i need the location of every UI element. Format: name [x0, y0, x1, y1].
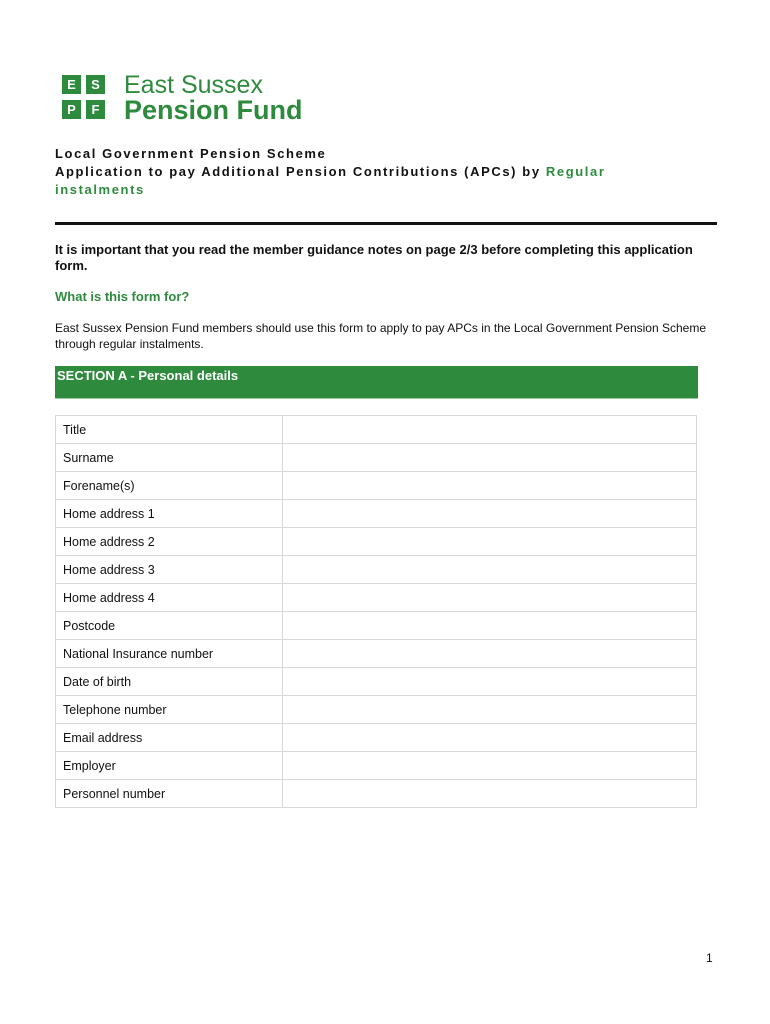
- field-input[interactable]: [282, 584, 696, 612]
- field-label: Home address 2: [56, 528, 283, 556]
- field-label: Home address 4: [56, 584, 283, 612]
- field-label: Personnel number: [56, 780, 283, 808]
- field-label: Title: [56, 416, 283, 444]
- field-input[interactable]: [282, 752, 696, 780]
- field-input[interactable]: [282, 724, 696, 752]
- field-input[interactable]: [282, 528, 696, 556]
- logo-text-east-sussex: East Sussex: [124, 71, 263, 99]
- table-row: [56, 528, 697, 556]
- table-row: [56, 556, 697, 584]
- form-purpose-heading: What is this form for?: [55, 289, 190, 304]
- field-label: Date of birth: [56, 668, 283, 696]
- espf-logo: [62, 71, 362, 125]
- field-input[interactable]: [282, 780, 696, 808]
- field-label: Home address 1: [56, 500, 283, 528]
- logo-letter-box: F: [86, 100, 105, 119]
- field-label: Forename(s): [56, 472, 283, 500]
- field-label: Email address: [56, 724, 283, 752]
- field-input[interactable]: [282, 472, 696, 500]
- field-input[interactable]: [282, 444, 696, 472]
- logo-letter-box: S: [86, 75, 105, 94]
- field-label: Surname: [56, 444, 283, 472]
- heading-divider: [55, 222, 717, 225]
- field-input[interactable]: [282, 416, 696, 444]
- logo-letter-box: E: [62, 75, 81, 94]
- field-label: Telephone number: [56, 696, 283, 724]
- heading-line-application: [55, 163, 695, 199]
- heading-application-text: Application to pay Additional Pension Contributions (APCs) by: [55, 164, 546, 179]
- section-a-header: [55, 366, 698, 399]
- field-input[interactable]: [282, 500, 696, 528]
- logo-text-pension-fund: Pension Fund: [124, 95, 303, 125]
- field-label: National Insurance number: [56, 640, 283, 668]
- field-label: Postcode: [56, 612, 283, 640]
- table-row: [56, 780, 697, 808]
- important-note: It is important that you read the member guidance notes on page 2/3 before completing this application form.: [55, 242, 693, 273]
- table-row: [56, 640, 697, 668]
- field-input[interactable]: [282, 668, 696, 696]
- field-label: Home address 3: [56, 556, 283, 584]
- section-a-title: SECTION A - Personal details: [57, 368, 239, 383]
- intro-paragraph: East Sussex Pension Fund members should use this form to apply to pay APCs in the Local Government Pension Scheme through regular instalments.: [55, 321, 707, 351]
- table-row: [56, 612, 697, 640]
- table-row: [56, 668, 697, 696]
- logo-letter-box: P: [62, 100, 81, 119]
- field-input[interactable]: [282, 556, 696, 584]
- table-row: [56, 444, 697, 472]
- field-input[interactable]: [282, 612, 696, 640]
- heading-accent-text: Regular instalments: [55, 164, 606, 197]
- field-label: Employer: [56, 752, 283, 780]
- field-input[interactable]: [282, 696, 696, 724]
- personal-details-table: [55, 415, 697, 808]
- table-row: [56, 500, 697, 528]
- table-row: [56, 584, 697, 612]
- table-row: [56, 696, 697, 724]
- table-row: [56, 416, 697, 444]
- table-row: [56, 724, 697, 752]
- table-row: [56, 752, 697, 780]
- page-number: 1: [706, 951, 713, 965]
- document-heading: [55, 145, 695, 199]
- table-row: [56, 472, 697, 500]
- field-input[interactable]: [282, 640, 696, 668]
- heading-line-scheme: Local Government Pension Scheme: [55, 146, 327, 161]
